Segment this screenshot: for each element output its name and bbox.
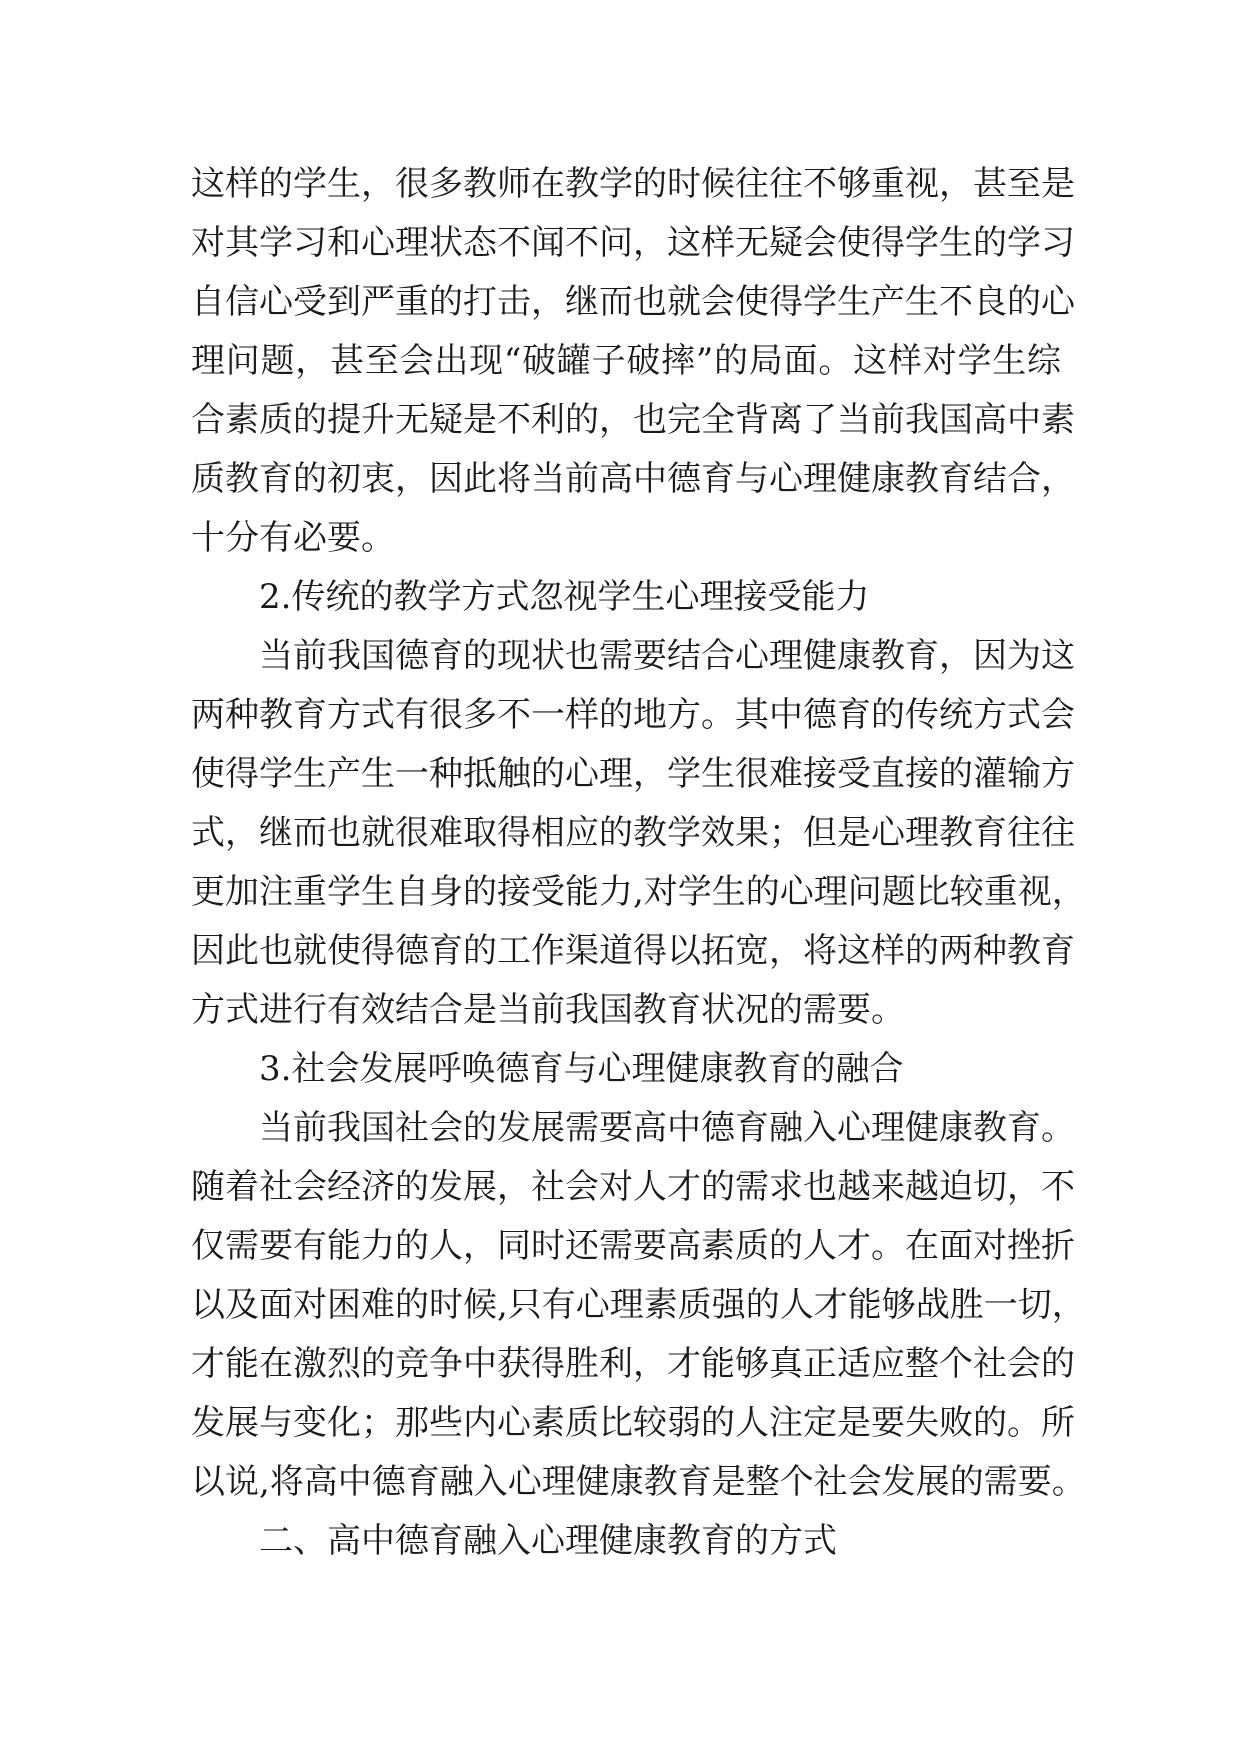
text-line: 对其学习和心理状态不闻不问，这样无疑会使得学生的学习 xyxy=(191,223,1075,263)
text-line: 这样的学生，很多教师在教学的时候往往不够重视，甚至是 xyxy=(191,164,1075,204)
text-line: 当前我国德育的现状也需要结合心理健康教育，因为这 xyxy=(259,636,1075,676)
text-line: 式，继而也就很难取得相应的教学效果；但是心理教育往往 xyxy=(191,813,1075,853)
text-line: 方式进行有效结合是当前我国教育状况的需要。 xyxy=(191,990,905,1030)
body-text xyxy=(191,155,1086,1571)
text-line: 因此也就使得德育的工作渠道得以拓宽，将这样的两种教育 xyxy=(191,931,1075,971)
text-line: 以及面对困难的时候,只有心理素质强的人才能够战胜一切， xyxy=(191,1285,1086,1325)
text-line: 当前我国社会的发展需要高中德育融入心理健康教育。 xyxy=(259,1108,1075,1148)
section-heading: 3.社会发展呼唤德育与心理健康教育的融合 xyxy=(259,1049,904,1089)
text-line: 以说,将高中德育融入心理健康教育是整个社会发展的需要。 xyxy=(191,1462,1086,1502)
section-heading: 二、高中德育融入心理健康教育的方式 xyxy=(259,1521,837,1561)
text-line: 合素质的提升无疑是不利的，也完全背离了当前我国高中素 xyxy=(191,400,1075,440)
section-heading: 2.传统的教学方式忽视学生心理接受能力 xyxy=(259,577,870,617)
text-line: 理问题，甚至会出现“破罐子破摔”的局面。这样对学生综 xyxy=(191,341,1061,381)
text-line: 才能在激烈的竞争中获得胜利，才能够真正适应整个社会的 xyxy=(191,1344,1075,1384)
text-line: 发展与变化；那些内心素质比较弱的人注定是要失败的。所 xyxy=(191,1403,1075,1443)
text-line: 质教育的初衷，因此将当前高中德育与心理健康教育结合， xyxy=(191,459,1075,499)
text-line: 自信心受到严重的打击，继而也就会使得学生产生不良的心 xyxy=(191,282,1075,322)
text-line: 两种教育方式有很多不一样的地方。其中德育的传统方式会 xyxy=(191,695,1075,735)
text-line: 十分有必要。 xyxy=(191,518,395,558)
text-line: 随着社会经济的发展，社会对人才的需求也越来越迫切，不 xyxy=(191,1167,1075,1207)
text-line: 更加注重学生自身的接受能力,对学生的心理问题比较重视， xyxy=(191,872,1086,912)
text-line: 仅需要有能力的人，同时还需要高素质的人才。在面对挫折 xyxy=(191,1226,1075,1266)
text-line: 使得学生产生一种抵触的心理，学生很难接受直接的灌输方 xyxy=(191,754,1075,794)
